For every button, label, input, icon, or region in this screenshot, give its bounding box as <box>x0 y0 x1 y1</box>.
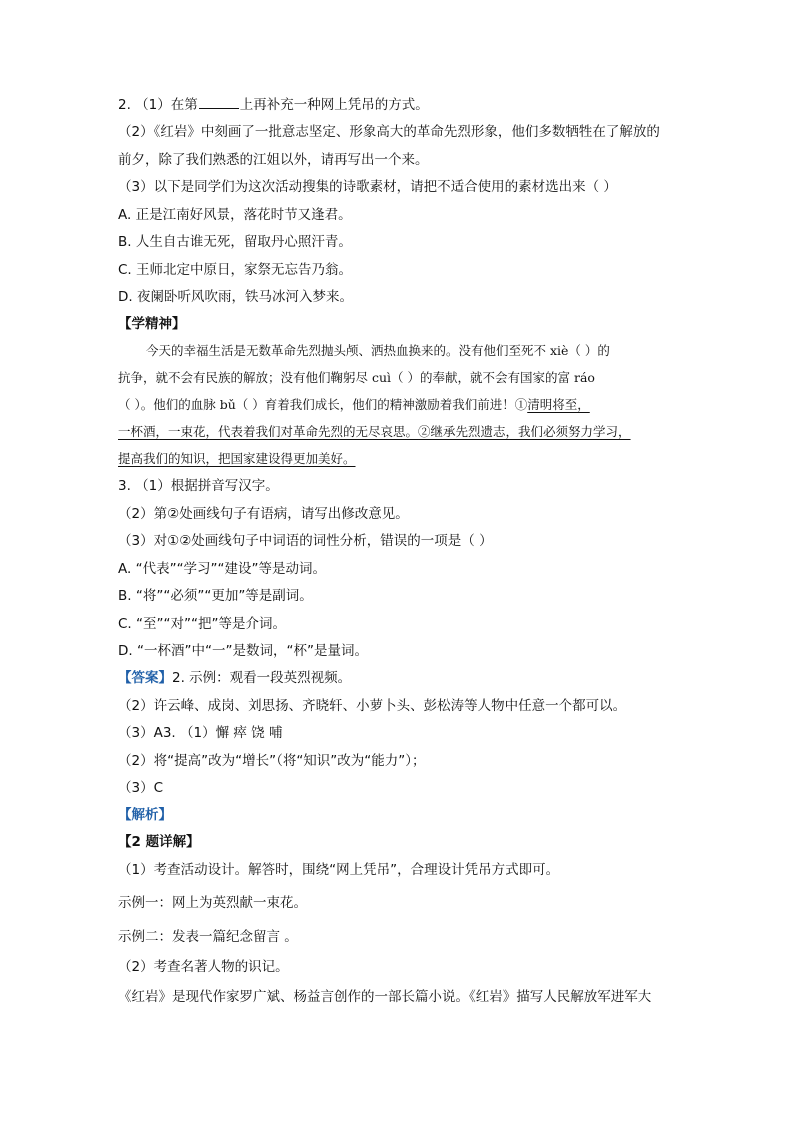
q2-sub3: （3）以下是同学们为这次活动搜集的诗歌素材，请把不适合使用的素材选出来（ ） <box>118 179 617 195</box>
analysis-p3: 《红岩》是现代作家罗广斌、杨益言创作的一部长篇小说。《红岩》描写人民解放军进军大 <box>118 989 652 1005</box>
passage-line-4: 一杯酒，一束花，代表着我们对革命先烈的无尽哀思。②继承先烈遗志，我们必须努力学习， <box>118 424 631 439</box>
passage-line-1: 今天的幸福生活是无数革命先烈抛头颅、洒热血换来的。没有他们至死不 xiè（ ）的 <box>146 343 610 358</box>
answer-line-3: （3）A3. （1）懈 瘁 饶 哺 <box>118 725 283 741</box>
answer-line-1: 【答案】2. 示例：观看一段英烈视频。 <box>118 670 352 686</box>
q2-option-a: A. 正是江南好风景，落花时节又逢君。 <box>118 207 352 223</box>
q3-stem: 3. （1）根据拼音写汉字。 <box>118 478 279 494</box>
q3-option-c: C. “至”“对”“把”等是介词。 <box>118 616 286 632</box>
analysis-p2: （2）考查名著人物的识记。 <box>118 959 289 975</box>
q2-sub2-line2: 前夕，除了我们熟悉的江姐以外，请再写出一个来。 <box>118 152 429 168</box>
passage-line-5: 提高我们的知识，把国家建设得更加美好。 <box>118 451 356 466</box>
q3-option-b: B. “将”“必须”“更加”等是副词。 <box>118 588 313 604</box>
q2-sub2-line1: （2）《红岩》中刻画了一批意志坚定、形象高大的革命先烈形象，他们多数牺牲在了解放的 <box>118 124 660 140</box>
q3-sub2: （2）第②处画线句子有语病，请写出修改意见。 <box>118 506 409 522</box>
analysis-example-1: 示例一：网上为英烈献一束花。 <box>118 895 307 911</box>
detail-header: 【2 题详解】 <box>118 834 200 850</box>
section-header: 【学精神】 <box>118 316 186 332</box>
analysis-example-2: 示例二：发表一篇纪念留言 。 <box>118 929 298 945</box>
analysis-p1: （1）考查活动设计。解答时，围绕“网上凭吊”，合理设计凭吊方式即可。 <box>118 862 560 878</box>
passage-line-2: 抗争，就不会有民族的解放；没有他们鞠躬尽 cuì（ ）的奉献，就不会有国家的富 ráo <box>118 370 595 385</box>
answer-line-5: （3）C <box>118 780 164 796</box>
answer-label: 【答案】 <box>118 670 172 686</box>
q2-option-b: B. 人生自古谁无死，留取丹心照汗青。 <box>118 234 352 250</box>
answer-line-2: （2）许云峰、成岗、刘思扬、齐晓轩、小萝卜头、彭松涛等人物中任意一个都可以。 <box>118 698 627 714</box>
answer-blank <box>199 96 239 109</box>
analysis-label: 【解析】 <box>118 807 172 823</box>
q3-sub3: （3）对①②处画线句子中词语的词性分析，错误的一项是（ ） <box>118 533 493 549</box>
answer-line-4: （2）将“提高”改为“增长”（将“知识”改为“能力”）； <box>118 753 426 769</box>
q2-option-c: C. 王师北定中原日，家祭无忘告乃翁。 <box>118 262 353 278</box>
q2-option-d: D. 夜阑卧听风吹雨，铁马冰河入梦来。 <box>118 289 353 305</box>
passage-line-3: （ ）。他们的血脉 bǔ（ ）育着我们成长，他们的精神激励着我们前进！①清明将至， <box>118 397 590 412</box>
q3-option-a: A. “代表”“学习”“建设”等是动词。 <box>118 561 327 577</box>
q3-option-d: D. “一杯酒”中“一”是数词，“杯”是量词。 <box>118 643 368 659</box>
q2-sub1: 2. （1）在第 上再补充一种网上凭吊的方式。 <box>118 97 429 113</box>
